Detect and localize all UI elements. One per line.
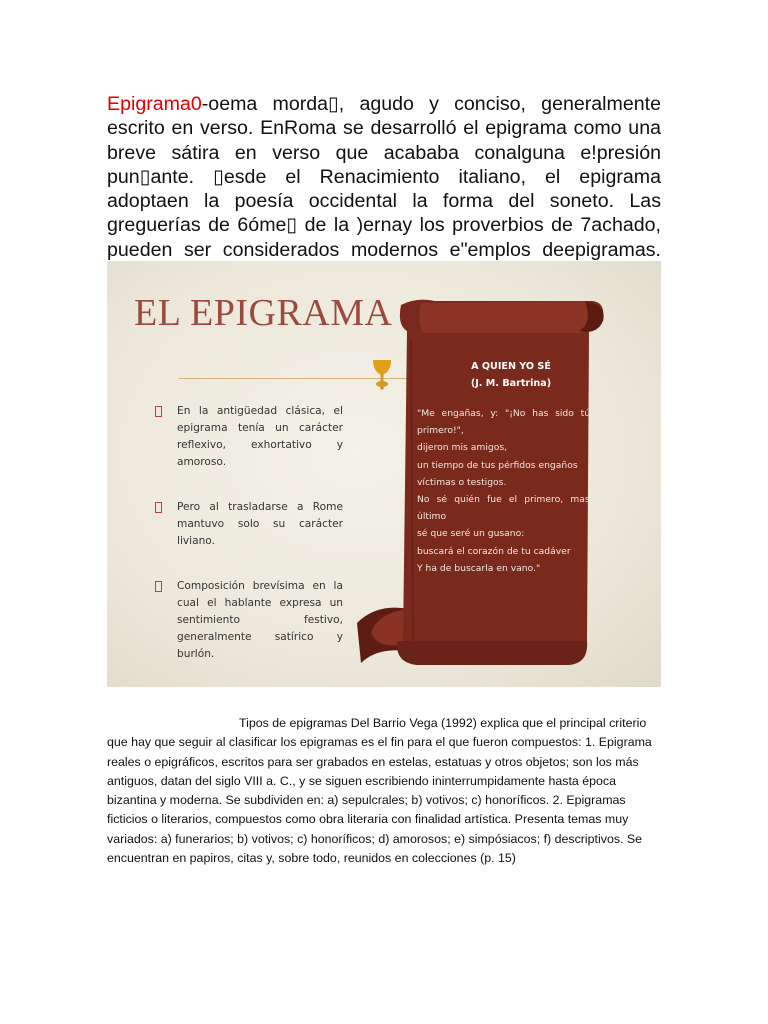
bullet-text: Pero al trasladarse a Rome mantuvo solo su carácter liviano.	[177, 501, 343, 547]
body-text: Tipos de epigramas Del Barrio Vega (1992) explica que el principal criterio que hay que seguir al clasificar los epigramas es el fin para el que fueron compuestos: 1. Epigrama reales o epigráficos, escritos para ser grabados en estelas, estatuas y otros objetos; son los más antiguos, datan del siglo VIII a. C., y se siguen escribiendo ininterrumpidamente hasta época bizantina y moderna. Se subdividen en: a) sepulcrales; b) votivos; c) honoríficos. 2. Epigramas ficticios o literarios, compuestos como obra literaria con finalidad artística. Presenta temas muy variados: a) funerarios; b) votivos; c) honoríficos; d) amorosos; e) simpósiacos; f) descriptivos. Se encuentran en papiros, citas y, sobre todo, reunidos en colecciones (p. 15)	[107, 716, 652, 866]
poem-line: No sé quién fue el primero, mas el	[417, 494, 605, 506]
poem-line: buscará el corazón de tu cadáver	[417, 545, 571, 557]
intro-text: -oema morda▯, agudo y conciso, generalmente escrito en verso. EnRoma se desarrolló el epigrama como una breve sátira en verso que acababa conalguna e!presión pun▯ante. ▯esde el Renacimiento italiano, el epigrama adoptaen la poesía occidental la forma del soneto. Las greguerías de 6óme▯ de la )ernay los proverbios de 7achado, pueden ser considerados modernos e"emplos deepigramas.	[107, 93, 661, 261]
slide-bullet-list	[153, 403, 343, 687]
poem-line: un tiempo de tus pérfidos engaños	[417, 459, 578, 471]
poem-line: sé que seré un gusano:	[417, 528, 525, 540]
body-paragraph	[107, 714, 663, 868]
bullet-text: Composición brevísima en la cual el hablante expresa un sentimiento festivo, generalmente satírico y burlón.	[177, 580, 343, 660]
poem-line: "Me engañas, y: "¡No has sido tú el	[417, 408, 605, 419]
poem-line: último	[417, 511, 447, 523]
bullet-item-3	[153, 578, 343, 663]
poem-line: víctimas o testigos.	[417, 476, 507, 488]
bullet-text: En la antigüedad clásica, el epigrama tenía un carácter reflexivo, exhortativo y amoroso.	[177, 405, 343, 468]
bullet-square-icon	[155, 502, 162, 513]
intro-paragraph	[107, 92, 661, 262]
poem-title: A QUIEN YO SÉ	[471, 361, 551, 372]
slide-title: EL EPIGRAMA	[134, 292, 393, 334]
poem-line: Y ha de buscarla en vano."	[417, 562, 541, 574]
epigrama-slide-image	[107, 261, 661, 687]
bullet-item-2	[153, 499, 343, 550]
bullet-square-icon	[155, 581, 162, 592]
intro-term: Epigrama0	[107, 93, 202, 115]
poem-author: (J. M. Bartrina)	[470, 378, 552, 389]
poem-line: primero!",	[417, 425, 464, 437]
bullet-square-icon	[155, 406, 162, 417]
bullet-item-1	[153, 403, 343, 471]
poem-line: dijeron mis amigos,	[417, 442, 508, 454]
poem-block	[417, 358, 605, 577]
